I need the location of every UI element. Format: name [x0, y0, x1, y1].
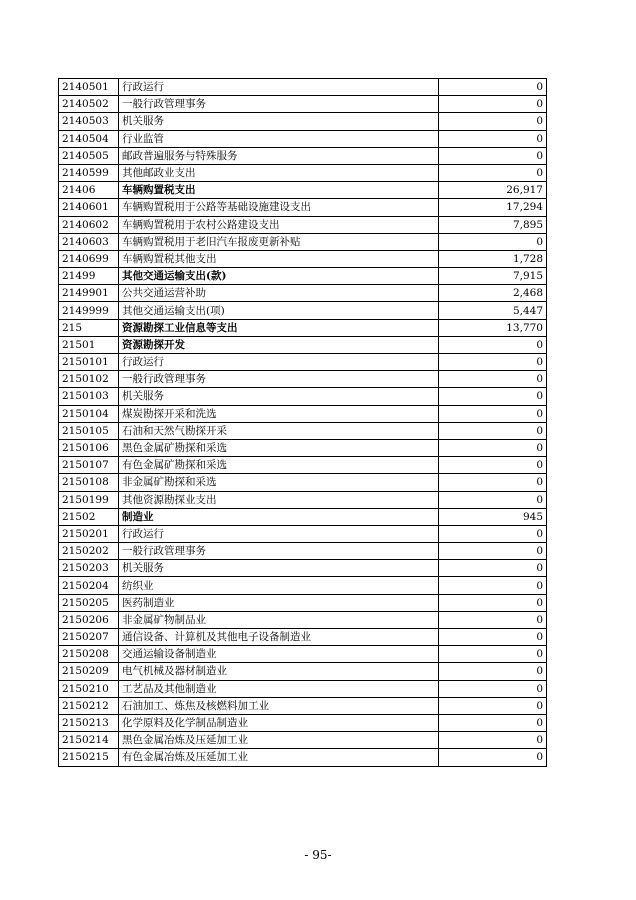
subject-name-cell: 其他资源勘探业支出 — [119, 491, 439, 508]
amount-cell: 5,447 — [439, 302, 547, 319]
table-row — [59, 164, 547, 181]
subject-code-cell: 21406 — [59, 182, 119, 199]
subject-code-cell: 21501 — [59, 336, 119, 353]
subject-code-cell: 21499 — [59, 268, 119, 285]
subject-name-cell: 其他交通运输支出(项) — [119, 302, 439, 319]
amount-cell: 0 — [439, 611, 547, 628]
table-row — [59, 147, 547, 164]
table-row — [59, 388, 547, 405]
amount-cell: 0 — [439, 96, 547, 113]
amount-cell: 0 — [439, 457, 547, 474]
subject-code-cell: 2140603 — [59, 233, 119, 250]
amount-cell: 0 — [439, 714, 547, 731]
amount-cell: 0 — [439, 354, 547, 371]
table-row — [59, 697, 547, 714]
subject-name-cell: 有色金属矿勘探和采选 — [119, 457, 439, 474]
subject-name-cell: 行政运行 — [119, 79, 439, 96]
subject-name-cell: 医药制造业 — [119, 594, 439, 611]
table-row — [59, 663, 547, 680]
subject-name-cell: 机关服务 — [119, 388, 439, 405]
table-row — [59, 182, 547, 199]
amount-cell: 0 — [439, 422, 547, 439]
subject-code-cell: 2150205 — [59, 594, 119, 611]
table-row — [59, 268, 547, 285]
subject-code-cell: 2150206 — [59, 611, 119, 628]
table-row — [59, 113, 547, 130]
table-row — [59, 629, 547, 646]
subject-name-cell: 行政运行 — [119, 354, 439, 371]
page-number: - 95- — [304, 848, 332, 862]
amount-cell: 0 — [439, 732, 547, 749]
subject-code-cell: 2140503 — [59, 113, 119, 130]
subject-code-cell: 2150212 — [59, 697, 119, 714]
amount-cell: 0 — [439, 405, 547, 422]
subject-code-cell: 2140699 — [59, 250, 119, 267]
subject-code-cell: 2150108 — [59, 474, 119, 491]
subject-name-cell: 车辆购置税用于老旧汽车报废更新补贴 — [119, 233, 439, 250]
amount-cell: 0 — [439, 749, 547, 766]
table-row — [59, 319, 547, 336]
subject-name-cell: 一般行政管理事务 — [119, 96, 439, 113]
amount-cell: 0 — [439, 525, 547, 542]
amount-cell: 17,294 — [439, 199, 547, 216]
subject-name-cell: 公共交通运营补助 — [119, 285, 439, 302]
subject-name-cell: 电气机械及器材制造业 — [119, 663, 439, 680]
table-row — [59, 577, 547, 594]
amount-cell: 0 — [439, 113, 547, 130]
subject-code-cell: 2150209 — [59, 663, 119, 680]
subject-code-cell: 2150107 — [59, 457, 119, 474]
subject-name-cell: 石油加工、炼焦及核燃料加工业 — [119, 697, 439, 714]
table-row — [59, 749, 547, 766]
subject-code-cell: 2150101 — [59, 354, 119, 371]
subject-name-cell: 有色金属冶炼及压延加工业 — [119, 749, 439, 766]
subject-code-cell: 2150210 — [59, 680, 119, 697]
amount-cell: 7,895 — [439, 216, 547, 233]
table-row — [59, 285, 547, 302]
table-row — [59, 508, 547, 525]
subject-code-cell: 2150105 — [59, 422, 119, 439]
table-row — [59, 525, 547, 542]
subject-code-cell: 2150106 — [59, 439, 119, 456]
table-row — [59, 405, 547, 422]
subject-code-cell: 2140601 — [59, 199, 119, 216]
amount-cell: 0 — [439, 233, 547, 250]
table-row — [59, 732, 547, 749]
subject-code-cell: 2150199 — [59, 491, 119, 508]
subject-name-cell: 其他邮政业支出 — [119, 164, 439, 181]
table-row — [59, 560, 547, 577]
table-row — [59, 250, 547, 267]
subject-code-cell: 2140501 — [59, 79, 119, 96]
amount-cell: 945 — [439, 508, 547, 525]
subject-name-cell: 资源勘探工业信息等支出 — [119, 319, 439, 336]
subject-code-cell: 2150104 — [59, 405, 119, 422]
amount-cell: 0 — [439, 491, 547, 508]
table-row — [59, 457, 547, 474]
amount-cell: 26,917 — [439, 182, 547, 199]
amount-cell: 0 — [439, 388, 547, 405]
table-row — [59, 96, 547, 113]
subject-code-cell: 2150201 — [59, 525, 119, 542]
table-row — [59, 543, 547, 560]
table-row — [59, 371, 547, 388]
table-row — [59, 199, 547, 216]
subject-code-cell: 2140599 — [59, 164, 119, 181]
table-row — [59, 680, 547, 697]
amount-cell: 0 — [439, 680, 547, 697]
subject-name-cell: 交通运输设备制造业 — [119, 646, 439, 663]
subject-name-cell: 机关服务 — [119, 560, 439, 577]
table-row — [59, 611, 547, 628]
amount-cell: 0 — [439, 629, 547, 646]
table-row — [59, 354, 547, 371]
table-row — [59, 439, 547, 456]
table-row — [59, 233, 547, 250]
amount-cell: 0 — [439, 577, 547, 594]
subject-code-cell: 2150102 — [59, 371, 119, 388]
table-body — [59, 79, 547, 767]
subject-code-cell: 215 — [59, 319, 119, 336]
subject-code-cell: 2140502 — [59, 96, 119, 113]
amount-cell: 0 — [439, 164, 547, 181]
subject-code-cell: 2150214 — [59, 732, 119, 749]
subject-name-cell: 非金属矿物制品业 — [119, 611, 439, 628]
amount-cell: 0 — [439, 474, 547, 491]
subject-name-cell: 工艺品及其他制造业 — [119, 680, 439, 697]
amount-cell: 2,468 — [439, 285, 547, 302]
subject-code-cell: 21502 — [59, 508, 119, 525]
table-row — [59, 594, 547, 611]
table-row — [59, 714, 547, 731]
subject-name-cell: 车辆购置税支出 — [119, 182, 439, 199]
amount-cell: 0 — [439, 646, 547, 663]
subject-name-cell: 化学原料及化学制品制造业 — [119, 714, 439, 731]
table-row — [59, 130, 547, 147]
table-row — [59, 302, 547, 319]
subject-name-cell: 一般行政管理事务 — [119, 371, 439, 388]
amount-cell: 0 — [439, 560, 547, 577]
subject-code-cell: 2150204 — [59, 577, 119, 594]
table-row — [59, 422, 547, 439]
subject-code-cell: 2150208 — [59, 646, 119, 663]
subject-name-cell: 一般行政管理事务 — [119, 543, 439, 560]
amount-cell: 0 — [439, 697, 547, 714]
subject-name-cell: 行政运行 — [119, 525, 439, 542]
subject-name-cell: 其他交通运输支出(款) — [119, 268, 439, 285]
subject-name-cell: 黑色金属矿勘探和采选 — [119, 439, 439, 456]
amount-cell: 0 — [439, 543, 547, 560]
table-row — [59, 216, 547, 233]
subject-code-cell: 2150203 — [59, 560, 119, 577]
amount-cell: 1,728 — [439, 250, 547, 267]
subject-code-cell: 2140505 — [59, 147, 119, 164]
amount-cell: 0 — [439, 79, 547, 96]
subject-name-cell: 车辆购置税用于公路等基础设施建设支出 — [119, 199, 439, 216]
subject-name-cell: 石油和天然气勘探开采 — [119, 422, 439, 439]
table-row — [59, 336, 547, 353]
subject-name-cell: 行业监管 — [119, 130, 439, 147]
subject-name-cell: 制造业 — [119, 508, 439, 525]
subject-code-cell: 2150213 — [59, 714, 119, 731]
table-row — [59, 474, 547, 491]
subject-name-cell: 通信设备、计算机及其他电子设备制造业 — [119, 629, 439, 646]
subject-code-cell: 2149901 — [59, 285, 119, 302]
subject-name-cell: 资源勘探开发 — [119, 336, 439, 353]
subject-code-cell: 2140602 — [59, 216, 119, 233]
amount-cell: 0 — [439, 336, 547, 353]
budget-table — [58, 78, 547, 767]
amount-cell: 7,915 — [439, 268, 547, 285]
subject-code-cell: 2150215 — [59, 749, 119, 766]
subject-code-cell: 2150103 — [59, 388, 119, 405]
subject-name-cell: 煤炭勘探开采和洗选 — [119, 405, 439, 422]
amount-cell: 0 — [439, 594, 547, 611]
subject-name-cell: 黑色金属冶炼及压延加工业 — [119, 732, 439, 749]
table-row — [59, 79, 547, 96]
subject-code-cell: 2140504 — [59, 130, 119, 147]
table-row — [59, 491, 547, 508]
subject-name-cell: 机关服务 — [119, 113, 439, 130]
subject-name-cell: 邮政普遍服务与特殊服务 — [119, 147, 439, 164]
subject-name-cell: 车辆购置税用于农村公路建设支出 — [119, 216, 439, 233]
amount-cell: 0 — [439, 130, 547, 147]
subject-code-cell: 2149999 — [59, 302, 119, 319]
subject-code-cell: 2150202 — [59, 543, 119, 560]
amount-cell: 0 — [439, 147, 547, 164]
amount-cell: 0 — [439, 663, 547, 680]
subject-code-cell: 2150207 — [59, 629, 119, 646]
amount-cell: 0 — [439, 439, 547, 456]
subject-name-cell: 纺织业 — [119, 577, 439, 594]
table-row — [59, 646, 547, 663]
amount-cell: 0 — [439, 371, 547, 388]
subject-name-cell: 车辆购置税其他支出 — [119, 250, 439, 267]
amount-cell: 13,770 — [439, 319, 547, 336]
subject-name-cell: 非金属矿勘探和采选 — [119, 474, 439, 491]
